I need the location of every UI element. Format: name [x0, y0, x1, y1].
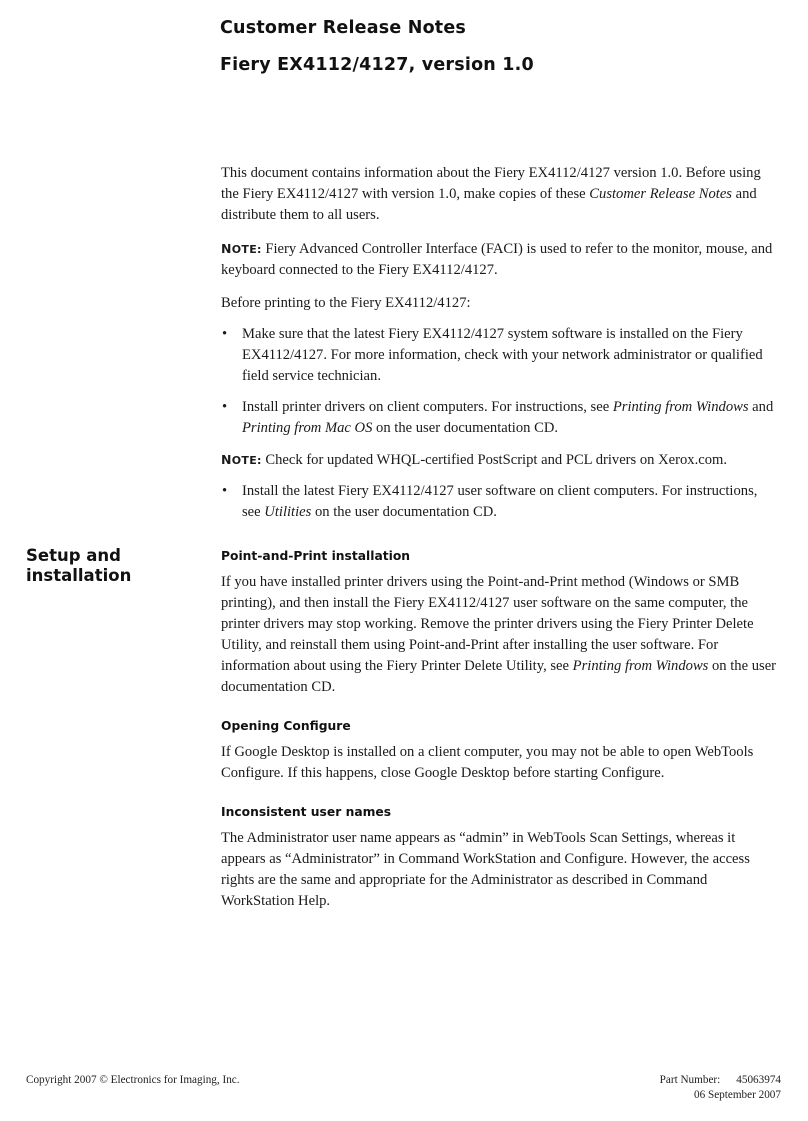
before-printing-text: Before printing to the Fiery EX4112/4127:: [221, 295, 471, 311]
bullet-user-software: • Install the latest Fiery EX4112/4127 user software on client computers. For instructions, see Utilities on the user documentation CD.: [222, 483, 758, 520]
subheading-inconsistent-names: Inconsistent user names: [221, 805, 392, 819]
note-faci: NOTE: Fiery Advanced Controller Interface (FACI) is used to refer to the monitor, mouse, and keyboard connected to the Fiery EX4112/4127.: [221, 241, 773, 278]
subheading-opening-configure: Opening Configure: [221, 719, 351, 733]
footer-part-info: [660, 1073, 781, 1103]
footer-copyright: Copyright 2007 © Electronics for Imaging, Inc.: [26, 1074, 240, 1086]
section-heading-setup: Setup and installation: [26, 546, 132, 585]
opening-configure-text: If Google Desktop is installed on a client computer, you may not be able to open WebTools Configure. If this happens, close Google Desktop before starting Configure.: [221, 744, 754, 781]
product-version-title: Fiery EX4112/4127, version 1.0: [220, 55, 534, 75]
intro-paragraph: This document contains information about the Fiery EX4112/4127 version 1.0. Before using the Fiery EX4112/4127 with version 1.0, make copies of these Customer Release Notes and distribute them to all users.: [221, 165, 761, 223]
intro-section: [221, 163, 779, 523]
note-whql: NOTE: Check for updated WHQL-certified PostScript and PCL drivers on Xerox.com.: [221, 452, 728, 468]
bullet-printer-drivers: • Install printer drivers on client computers. For instructions, see Printing from Windows and Printing from Mac OS on the user documentation CD.: [222, 399, 774, 436]
note-label: NOTE:: [221, 241, 262, 256]
setup-section: [221, 549, 779, 912]
inconsistent-names-text: The Administrator user name appears as “admin” in WebTools Scan Settings, whereas it appears as “Administrator” in Command WorkStation and Configure. However, the access rights are the same and appropriate for the Administrator as described in Command WorkStation Help.: [221, 830, 750, 909]
point-and-print-text: If you have installed printer drivers using the Point-and-Print method (Windows or SMB printing), and then install the Fiery EX4112/4127 user software on the same computer, the printer drivers may stop working. Remove the printer drivers using the Fiery Printer Delete Utility, and reinstall them using Point-and-Print after installing the user software. For information about using the Fiery Printer Delete Utility, see Printing from Windows on the user documentation CD.: [221, 574, 777, 695]
part-number: 45063974: [736, 1074, 781, 1086]
subheading-point-and-print: Point-and-Print installation: [221, 549, 411, 563]
footer-date: 06 September 2007: [694, 1089, 781, 1101]
note-label: NOTE:: [221, 452, 262, 467]
bullet-system-software: • Make sure that the latest Fiery EX4112/4127 system software is installed on the Fiery EX4112/4127. For more information, check with your network administrator or qualified field service technician.: [222, 326, 763, 384]
document-title: Customer Release Notes: [220, 18, 467, 38]
part-number-label: Part Number:: [659, 1074, 721, 1086]
